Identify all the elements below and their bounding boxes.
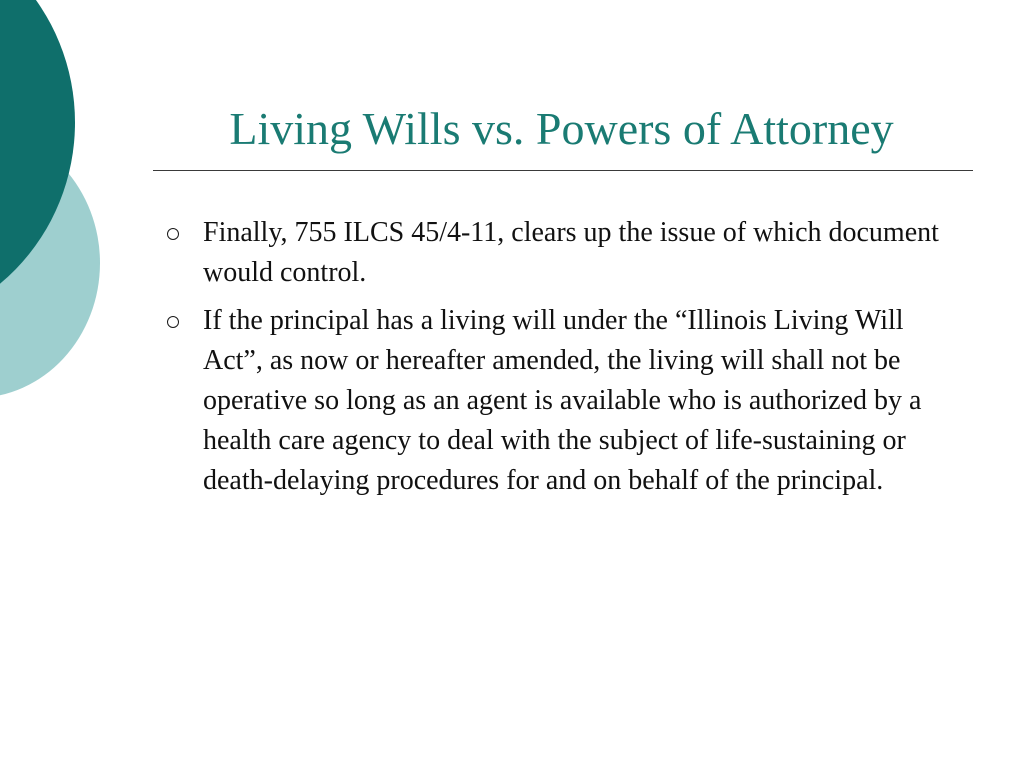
slide-title: Living Wills vs. Powers of Attorney — [229, 103, 894, 154]
hollow-circle-bullet-icon — [167, 316, 179, 328]
bullet-list — [165, 213, 965, 509]
bullet-text: If the principal has a living will under the “Illinois Living Will Act”, as now or hereafter amended, the living will shall not be operative so long as an agent is available who is authorized by a health care agency to deal with the subject of life-sustaining or death-delaying procedures for and on behalf of the principal. — [203, 305, 922, 496]
bullet-item — [165, 213, 965, 293]
hollow-circle-bullet-icon — [167, 228, 179, 240]
bullet-text: Finally, 755 ILCS 45/4-11, clears up the issue of which document would control. — [203, 217, 939, 288]
bullet-item — [165, 301, 965, 501]
title-divider — [153, 170, 973, 171]
